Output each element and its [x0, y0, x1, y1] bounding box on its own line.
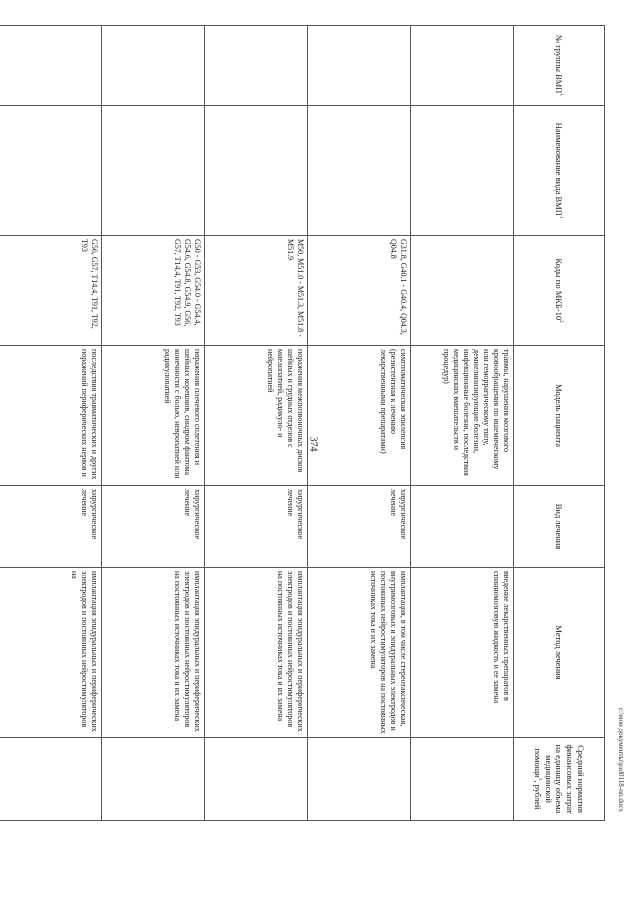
cell-method: имплантация, в том числе стереотаксическая, внутримозговых и эпидуральных электродов и постоянных нейростимуляторов на постоянных источниках тока и их замена — [308, 568, 411, 738]
cell-name — [308, 106, 411, 236]
header-treatment-type: Вид лечения — [514, 486, 605, 568]
header-vmp-name: Наименование вида ВМП$^1$ — [514, 106, 605, 236]
table-row — [205, 26, 308, 821]
header-patient-model: Модель пациента — [514, 346, 605, 486]
cell-group — [205, 26, 308, 106]
cell-cost — [205, 738, 308, 821]
cell-name — [0, 106, 102, 236]
page-number: 374 — [307, 436, 319, 452]
document-path-footer: c:\мои документы\рзd0118-пп.docx — [617, 708, 625, 812]
cell-codes: M50, M51.0 - M51.3, M51.8 - M51.9 — [205, 236, 308, 346]
cell-group — [102, 26, 205, 106]
cell-treatment: хирургическое лечение — [308, 486, 411, 568]
cell-codes: G31.8, G40.1 - G40.4, Q04.3, Q04.8 — [308, 236, 411, 346]
cell-cost — [102, 738, 205, 821]
cell-treatment: хирургическое лечение — [0, 486, 102, 568]
table-row — [308, 26, 411, 821]
vmp-table — [0, 25, 605, 821]
cell-method: имплантация эпидуральных и периферических электродов и постоянных нейростимуляторов на — [0, 568, 102, 738]
table-row — [102, 26, 205, 821]
header-treatment-method: Метод лечения — [514, 568, 605, 738]
table-wrapper — [70, 25, 605, 820]
cell-patient: поражения плечевого сплетения и шейных корешков, синдром фантома конечности с болью, невропатией или радикулопатией — [102, 346, 205, 486]
cell-group — [308, 26, 411, 106]
cell-patient: поражения межпозвоночных дисков шейных и грудных отделов с миелопатией, радикуло- и нейропатией — [205, 346, 308, 486]
header-average-cost: Средний норматив финансовых затрат на единицу объема медицинской помощи$^3$, рублей — [514, 738, 605, 821]
cell-cost — [0, 738, 102, 821]
cell-name — [102, 106, 205, 236]
cell-cost — [411, 738, 514, 821]
header-icd-codes: Коды по МКБ-$10^2$ — [514, 236, 605, 346]
table-row — [0, 26, 102, 821]
cell-method: имплантация эпидуральных и периферических электродов и постоянных нейростимуляторов на постоянных источниках тока и их замена — [102, 568, 205, 738]
table-row — [411, 26, 514, 821]
cell-method: имплантация эпидуральных и периферических электродов и постоянных нейростимуляторов на постоянных источниках тока и их замена — [205, 568, 308, 738]
header-group-number: № группы ВМП$^1$ — [514, 26, 605, 106]
cell-codes: G56, G57, T14.4, T91, T92, T93 — [0, 236, 102, 346]
cell-method: введение лекарственных препаратов в спинномозговую жидкость и ее замена — [411, 568, 514, 738]
cell-codes: G50 - G53, G54.0 - G54.4, G54.6, G54.8, G54.9, G56, G57, T14.4, T91, T92, T93 — [102, 236, 205, 346]
cell-treatment: хирургическое лечение — [102, 486, 205, 568]
cell-patient: травмы, нарушения мозгового кровообращения по ишемическому или геморрагическому типу, демиелинизирующие болезни, инфекционные болезни, последствия медицинских вмешательств и процедур) — [411, 346, 514, 486]
cell-codes — [411, 236, 514, 346]
cell-group — [411, 26, 514, 106]
cell-name — [411, 106, 514, 236]
cell-group — [0, 26, 102, 106]
cell-name — [205, 106, 308, 236]
cell-patient: последствия травматических и других поражений периферических нервов и — [0, 346, 102, 486]
cell-treatment: хирургическое лечение — [205, 486, 308, 568]
table-header-row — [514, 26, 605, 821]
cell-cost — [308, 738, 411, 821]
cell-treatment — [411, 486, 514, 568]
cell-patient: симптоматическая эпилепсия (резистентная к лечению лекарственными препаратами) — [308, 346, 411, 486]
